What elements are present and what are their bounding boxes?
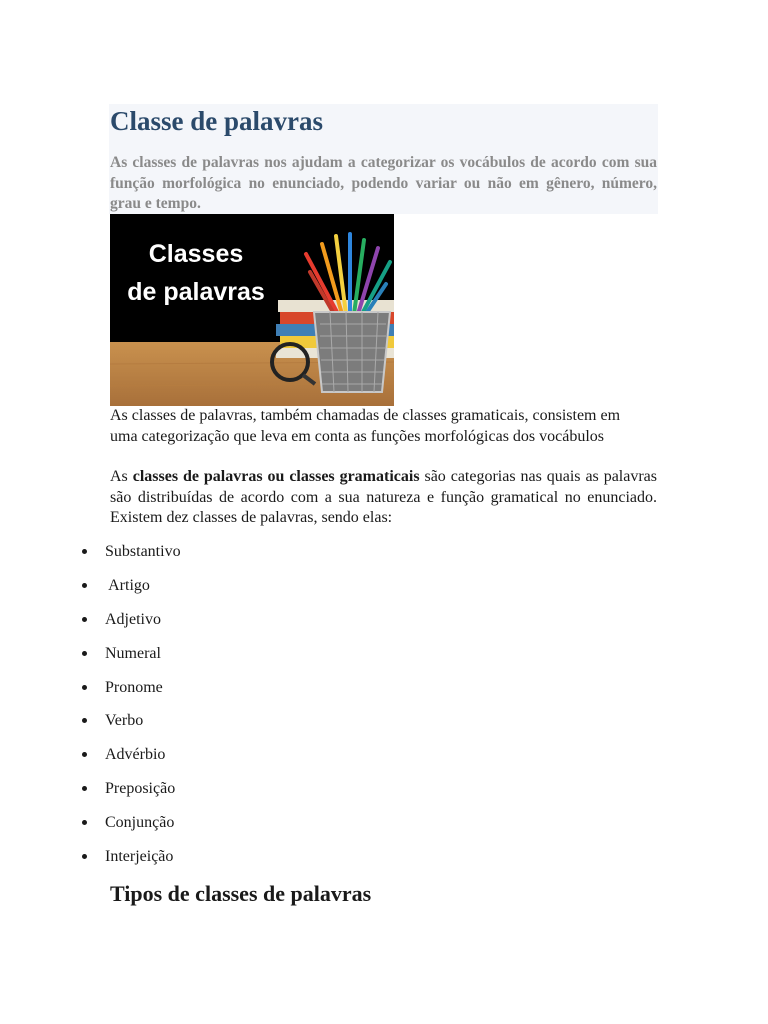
- list-item: [0, 777, 400, 801]
- definition-bold: classes de palavras ou classes gramaticais: [132, 468, 420, 485]
- lead-paragraph: As classes de palavras nos ajudam a categorizar os vocábulos de acordo com sua função morfológica no enunciado, podendo variar ou não em gênero, número, grau e tempo.: [110, 154, 657, 212]
- image-text-line2: de palavras: [127, 278, 265, 306]
- list-item-label: Artigo: [105, 577, 150, 594]
- image-text-line1: Classes: [148, 240, 244, 268]
- bullet-icon: [82, 651, 87, 656]
- list-item-label: Preposição: [105, 780, 176, 797]
- list-item: [0, 540, 400, 564]
- definition-prefix: As: [110, 468, 133, 485]
- list-item: [0, 709, 400, 733]
- list-item: [0, 574, 400, 598]
- pencil-cup-illustration: [110, 214, 394, 406]
- bullet-icon: [82, 685, 87, 690]
- list-item-label: Numeral: [105, 645, 161, 662]
- bullet-icon: [82, 549, 87, 554]
- list-item: [0, 743, 400, 767]
- list-item-label: Advérbio: [105, 746, 166, 763]
- list-item: [0, 608, 400, 632]
- list-item-label: Adjetivo: [105, 611, 161, 628]
- bullet-icon: [82, 854, 87, 859]
- list-item: [0, 811, 400, 835]
- bullet-icon: [82, 786, 87, 791]
- definition-suffix: são categorias nas quais as palavras são distribuídas de acordo com a sua natureza e função gramatical no enunciado. Existem dez classes de palavras, sendo elas:: [110, 468, 658, 526]
- section-heading: Tipos de classes de palavras: [110, 881, 372, 906]
- list-item: [0, 642, 400, 666]
- list-item-label: Pronome: [105, 679, 163, 696]
- bullet-icon: [82, 718, 87, 723]
- page-title: Classe de palavras: [110, 106, 324, 136]
- intro-paragraph: As classes de palavras, também chamadas de classes gramaticais, consistem em uma categorização que leva em conta as funções morfológicas dos vocábulos: [110, 407, 621, 445]
- bullet-icon: [82, 617, 87, 622]
- bullet-icon: [82, 820, 87, 825]
- definition-paragraph: [110, 467, 657, 529]
- list-item-label: Verbo: [105, 712, 144, 729]
- list-item: [0, 845, 400, 869]
- bullet-icon: [82, 752, 87, 757]
- bullet-icon: [82, 583, 87, 588]
- list-item: [0, 676, 400, 700]
- list-item-label: Interjeição: [105, 848, 174, 865]
- list-item-label: Substantivo: [105, 543, 181, 560]
- list-item-label: Conjunção: [105, 814, 175, 831]
- hero-image: [110, 214, 394, 406]
